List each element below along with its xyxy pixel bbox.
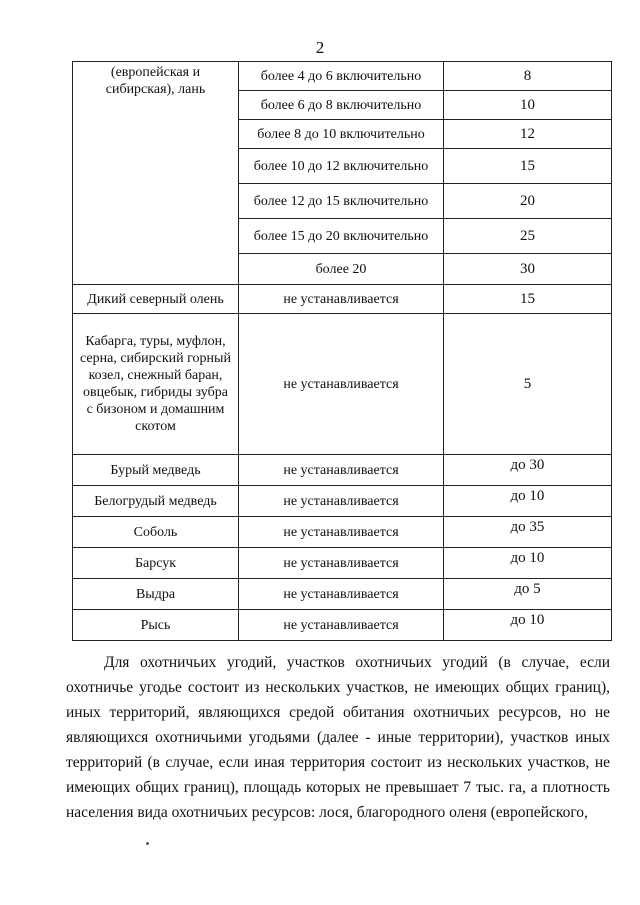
page-number: 2: [315, 38, 325, 57]
value-cell: 20: [444, 184, 612, 219]
value-cell: до 35: [444, 517, 612, 548]
weight-cell: более 20: [239, 254, 444, 285]
weight-cell: не устанавливается: [239, 455, 444, 486]
species-cell: Дикий северный олень: [73, 285, 239, 314]
table-row: [73, 455, 612, 486]
weight-cell: не устанавливается: [239, 285, 444, 314]
weight-cell: не устанавливается: [239, 517, 444, 548]
weight-cell: более 10 до 12 включительно: [239, 149, 444, 184]
hunting-norms-table: [72, 61, 612, 641]
value-cell: 10: [444, 91, 612, 120]
value-cell: 5: [444, 314, 612, 455]
weight-cell: не устанавливается: [239, 486, 444, 517]
table-row: [73, 517, 612, 548]
weight-cell: более 4 до 6 включительно: [239, 62, 444, 91]
value-cell: 15: [444, 149, 612, 184]
table-row: [73, 314, 612, 455]
weight-cell: не устанавливается: [239, 610, 444, 641]
table-row: [73, 62, 612, 91]
weight-cell: более 6 до 8 включительно: [239, 91, 444, 120]
table-row: [73, 548, 612, 579]
table-row: [73, 486, 612, 517]
weight-cell: более 8 до 10 включительно: [239, 120, 444, 149]
value-cell: до 10: [444, 486, 612, 517]
species-cell: Выдра: [73, 579, 239, 610]
species-cell: Белогрудый медведь: [73, 486, 239, 517]
table-row: [73, 579, 612, 610]
species-cell-deer-group: (европейская и сибирская), лань: [73, 62, 239, 285]
table-row: [73, 610, 612, 641]
weight-cell: более 15 до 20 включительно: [239, 219, 444, 254]
value-cell: 12: [444, 120, 612, 149]
body-paragraph: Для охотничьих угодий, участков охотничьих угодий (в случае, если охотничье угодье состоит из нескольких участков, не имеющих общих границ), иных территорий, являющихся средой обитания охотничьих ресурсов, но не являющихся охотничьими угодьями (далее - иные территории), участков иных территорий (в случае, если иная территория состоит из нескольких участков, не имеющих общих границ), площадь которых не превышает 7 тыс. га, а плотность населения вида охотничьих ресурсов: лося, благородного оленя (европейского,: [66, 654, 610, 821]
species-cell: Рысь: [73, 610, 239, 641]
weight-cell: не устанавливается: [239, 314, 444, 455]
value-cell: до 30: [444, 455, 612, 486]
species-cell: Соболь: [73, 517, 239, 548]
species-cell: Барсук: [73, 548, 239, 579]
value-cell: 8: [444, 62, 612, 91]
value-cell: 15: [444, 285, 612, 314]
table-row: [73, 285, 612, 314]
value-cell: 25: [444, 219, 612, 254]
species-cell: Кабарга, туры, муфлон, серна, сибирский горный козел, снежный баран, овцебык, гибриды зубра с бизоном и домашним скотом: [73, 314, 239, 455]
value-cell: 30: [444, 254, 612, 285]
species-cell: Бурый медведь: [73, 455, 239, 486]
weight-cell: более 12 до 15 включительно: [239, 184, 444, 219]
weight-cell: не устанавливается: [239, 548, 444, 579]
scan-speck: [146, 842, 149, 845]
value-cell: до 10: [444, 610, 612, 641]
value-cell: до 5: [444, 579, 612, 610]
value-cell: до 10: [444, 548, 612, 579]
weight-cell: не устанавливается: [239, 579, 444, 610]
